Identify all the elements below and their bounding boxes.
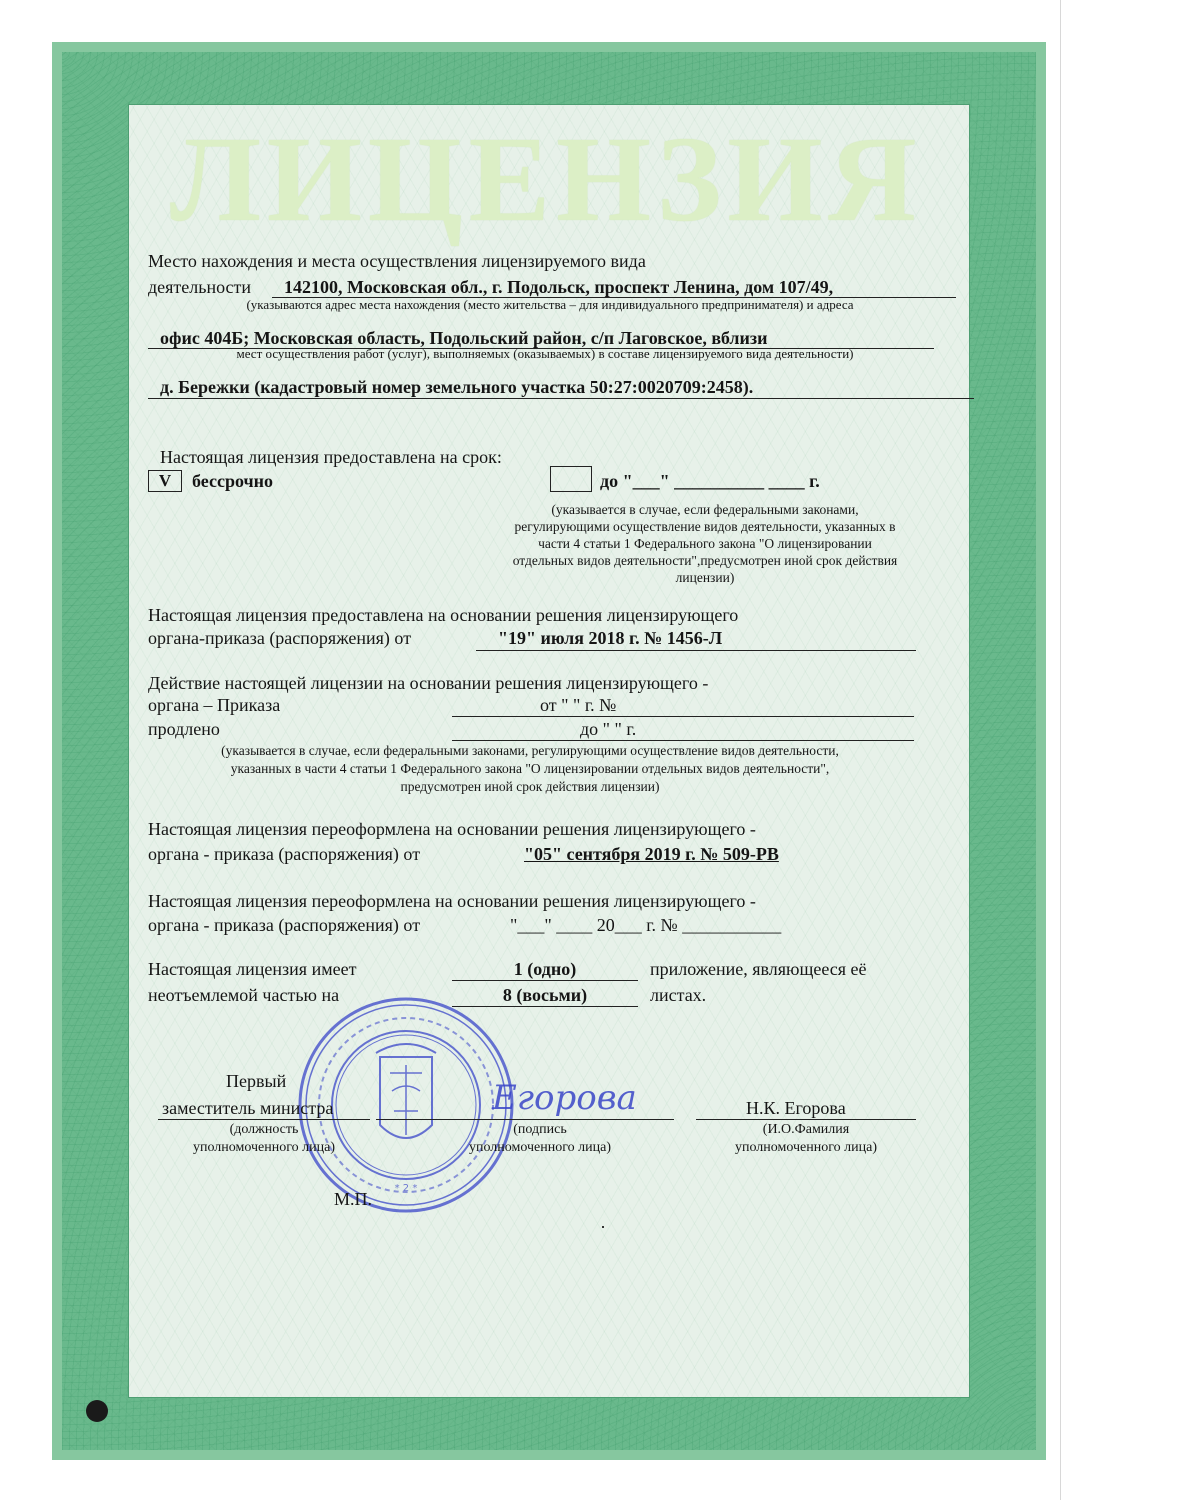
- speck: [602, 1226, 604, 1228]
- reissue2-order: "___" ____ 20___ г. № ___________: [510, 915, 782, 935]
- svg-text:* 2 *: * 2 *: [394, 1183, 418, 1194]
- extension-note-3: предусмотрен иной срок действия лицензии): [400, 779, 660, 794]
- term-label: Настоящая лицензия предоставлена на срок:: [160, 447, 502, 467]
- reissue1-order: "05" сентября 2019 г. № 509-РВ: [524, 844, 779, 864]
- term-note-3: части 4 статьи 1 Федерального закона "О лицензировании: [538, 536, 872, 551]
- term-unlimited-label: бессрочно: [192, 471, 274, 491]
- address-hint1: (указываются адрес места нахождения (место жительства – для индивидуального предпринимателя) и адреса: [246, 297, 854, 312]
- address-line3: д. Бережки (кадастровый номер земельного участка 50:27:0020709:2458).: [160, 377, 754, 397]
- reissue1-line1: Настоящая лицензия переоформлена на основании решения лицензирующего -: [148, 819, 756, 839]
- name-underline: [696, 1119, 916, 1120]
- appendix-line2-suffix: листах.: [650, 985, 707, 1005]
- sign-hint-2: уполномоченного лица): [469, 1140, 611, 1155]
- extension-line3: продлено: [148, 719, 220, 739]
- basis-underline: [476, 650, 916, 651]
- term-note-1: (указывается в случае, если федеральными законами,: [551, 502, 859, 517]
- reissue1-line2: органа - приказа (распоряжения) от: [148, 844, 421, 864]
- sign-hint-1: (подпись: [513, 1122, 567, 1137]
- binding-hole: [86, 1400, 108, 1422]
- location-line2-prefix: деятельности: [148, 277, 252, 297]
- address-hint2: мест осуществления работ (услуг), выполняемых (оказываемых) в составе лицензируемого вида деятельности): [236, 346, 854, 361]
- position-underline: [158, 1119, 370, 1120]
- basis-order: "19" июля 2018 г. № 1456-Л: [498, 628, 723, 648]
- position-hint-1: (должность: [229, 1122, 299, 1137]
- extension-until-underline: [452, 740, 914, 741]
- extension-line2: органа – Приказа: [148, 695, 281, 715]
- appendix-line1-suffix: приложение, являющееся её: [650, 959, 867, 979]
- term-note-5: лицензии): [675, 570, 735, 585]
- extension-from-text: от " " г. №: [540, 695, 617, 715]
- signatory-name: Н.К. Егорова: [746, 1098, 846, 1118]
- stamp-place: М.П.: [334, 1189, 373, 1209]
- extension-note-2: указанных в части 4 статьи 1 Федерального закона "О лицензировании отдельных видов деятельности",: [230, 761, 830, 776]
- position-line2: заместитель министра: [162, 1098, 334, 1118]
- appendix-line1: Настоящая лицензия имеет: [148, 959, 357, 979]
- unlimited-checkbox: V: [148, 470, 182, 492]
- reissue2-line2: органа - приказа (распоряжения) от: [148, 915, 421, 935]
- extension-until-text: до " " г.: [580, 719, 637, 739]
- address-line2: офис 404Б; Московская область, Подольский район, с/п Лаговское, вблизи: [160, 328, 768, 348]
- name-hint-1: (И.О.Фамилия: [762, 1122, 850, 1137]
- page-edge: [1060, 0, 1061, 1500]
- appendix-line2: неотъемлемой частью на: [148, 985, 340, 1005]
- position-hint-2: уполномоченного лица): [193, 1140, 335, 1155]
- reissue2-line1: Настоящая лицензия переоформлена на основании решения лицензирующего -: [148, 891, 756, 911]
- term-until-text: до "___" __________ ____ г.: [600, 471, 820, 491]
- basis-line1: Настоящая лицензия предоставлена на основании решения лицензирующего: [148, 605, 739, 625]
- position-line1: Первый: [226, 1071, 287, 1091]
- term-note-2: регулирующими осуществление видов деятельности, указанных в: [514, 519, 896, 534]
- location-line1: Место нахождения и места осуществления лицензируемого вида: [148, 251, 646, 271]
- term-note-4: отдельных видов деятельности",предусмотрен иной срок действия: [512, 553, 898, 568]
- name-hint-2: уполномоченного лица): [735, 1140, 877, 1155]
- appendix-count: 1 (одно): [513, 959, 577, 979]
- extension-note-1: (указывается в случае, если федеральными законами, регулирующими осуществление видов деятельности,: [221, 743, 839, 758]
- signature-underline: [376, 1119, 674, 1120]
- watermark-title: ЛИЦЕНЗИЯ: [170, 112, 923, 247]
- address-line3-underline: [148, 398, 974, 399]
- appendix-count-underline: [452, 980, 638, 981]
- signature-script: Егорова: [492, 1078, 637, 1118]
- extension-from-underline: [452, 716, 914, 717]
- appendix-sheets: 8 (восьми): [502, 985, 588, 1005]
- address-line1: 142100, Московская обл., г. Подольск, проспект Ленина, дом 107/49,: [284, 277, 834, 297]
- extension-line1: Действие настоящей лицензии на основании решения лицензирующего -: [148, 673, 709, 693]
- term-limited-checkbox: [550, 466, 592, 492]
- basis-line2: органа-приказа (распоряжения) от: [148, 628, 412, 648]
